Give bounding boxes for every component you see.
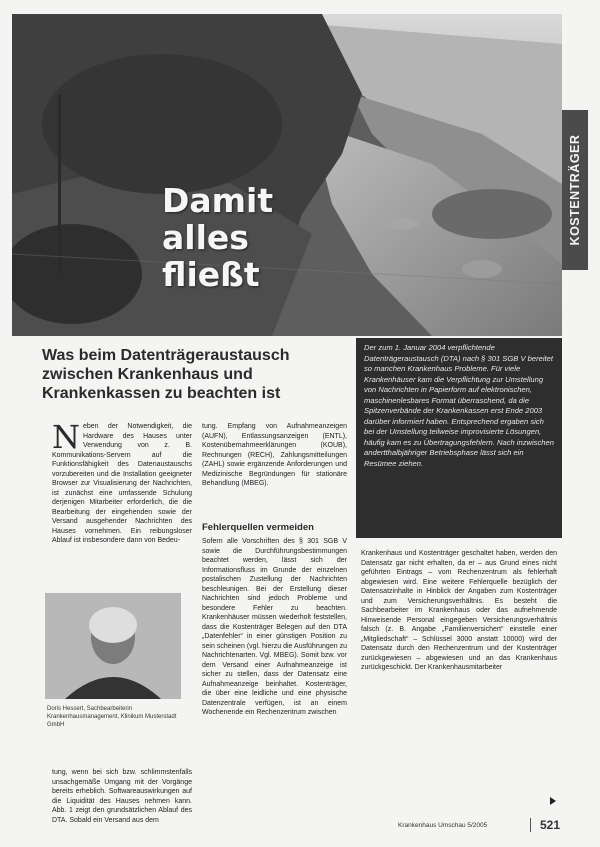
hero-photo bbox=[12, 14, 562, 336]
footer-divider bbox=[530, 818, 531, 832]
drop-cap: N bbox=[52, 418, 80, 456]
continue-arrow-icon bbox=[550, 797, 556, 805]
body-column-3 bbox=[361, 549, 557, 673]
body-text: tung. Empfang von Aufnahmeanzeigen (AUFN), Entlassungsanzeigen (ENTL), Kostenübernahmeerklärungen (KOUB), Rechnungen (RECH), Zahlungsmitteilungen (ZAHL) sowie ergänzende Anforderungen und Medizinische Begründungen für stationäre Behandlung (MBEG). bbox=[202, 423, 347, 487]
portrait-caption: Doris Hessert, Sachbearbeiterin Krankenhausmanagement, Klinikum Musterstadt GmbH bbox=[47, 706, 177, 728]
body-column-1-continued bbox=[52, 768, 192, 825]
section-subheading: Fehlerquellen vermeiden bbox=[202, 522, 314, 533]
hero-title bbox=[162, 182, 322, 293]
page-number: 521 bbox=[540, 818, 561, 832]
teaser-text: Der zum 1. Januar 2004 verpflichtende Datenträgeraustausch (DTA) nach § 301 SGB V bereitet so manchen Krankenhaus Probleme. Für viele Krankenhäuser kam die Verpflichtung zur Umstellung von Nachrichten in Papierform auf elektronischen, maschinenlesbares Format überraschend, da die Spitzenverbände der Krankenkassen erst Ende 2003 darüber informiert haben. Entsprechend ergaben sich bei der Umstellung teilweise improvisierte Lösungen, häufig kam es zu Übertragungsfehlern. Nach inzwischen andertthalbjähriger Betriebsphase lässt sich ein Resümee ziehen. bbox=[364, 343, 554, 468]
person-photo bbox=[45, 593, 181, 699]
body-column-2 bbox=[202, 422, 347, 489]
footer-journal: Krankenhaus Umschau 5/2005 bbox=[398, 822, 488, 829]
hero-title-line: Damit bbox=[162, 181, 274, 220]
body-text: eben der Notwendigkeit, die Hardware des Hauses unter Verwendung von z. B. Kommunikations-Servern auf die Funktionsfähigkeit des Datenaustauschs vorzubereiten und die Installation geeigneter Browser zur Visualisierung der Nachrichten, ist zunächst eine umfassende Schulung derjenigen Mitarbeiter erforderlich, die die Bearbeitung der eingehenden sowie der Versand ausgehender Nachrichten des Hauses vornehmen. Ein reibungsloser Ablauf ist insbesondere dann von Bedeu- bbox=[52, 423, 192, 544]
hero-title-line: fließt bbox=[162, 255, 260, 294]
body-text: Krankenhaus und Kostenträger geschaltet haben, werden den Datensatz gar nicht erhalten, da er – aus Grund eines nicht geführten Eintrags – vom Rechenzentrum als fehlerhaft abgewiesen wird. Eine weitere Fehlerquelle bezüglich der Datensatzinhalte in Hinblick der Angaben zum Kostenträger und zum Versicherungsverhältnis. Es besteht die Sachbearbeiter im Krankenhaus oder das aufnehmende Hinweisende Personal eingegeben Versicherungsverhältnis falsch (z. B. Angabe „Familienversichert“ einstelle einer „Mitgliedschaft“ – Schlüssel 3000 anstatt 10000) wird der Datensatz durch den Rechenzentrum und der Kostenträger zurückgewiesen – abgewiesen und an das Krankenhaus zurückgeschickt. Der Krankenhausmitarbeiter bbox=[361, 550, 557, 671]
body-column-2-continued bbox=[202, 537, 347, 718]
author-portrait bbox=[45, 593, 181, 699]
body-text: Sofern alle Vorschriften des § 301 SGB V sowie die Durchführungsbestimmungen beachtet werden, lässt sich der Informationsfluss im Grunde der einzelnen postalischen Zustellung der Nachrichten beschleunigen. Bei der Erstellung dieser Nachrichten sind jedoch Probleme und besondere Fehler zu beachten. Krankenhäuser müssen wiederholt feststellen, dass die Kostenträger Belegen auf den DTA „Datenfehler“ in einer günstigen Position zu sein scheinen (vgl. hierzu die Ausführungen zu Nachrichtenarten. Vgl. MBEG). Somit bzw. vor dem Versand einer Aufnahmeanzeige ist sicher zu stellen, dass der Datensatz eine Aufnahmeanzeige beinhaltet. Kostenträger, die über eine leidliche und eine physische Datenzentrale verfügen, ist an einem Wochenende ein Rechenzentrum zwischen bbox=[202, 538, 347, 716]
section-tab-label: KOSTENTRÄGER bbox=[568, 134, 582, 246]
article-headline: Was beim Datenträgeraustausch zwischen Krankenhaus und Krankenkassen zu beachten ist bbox=[42, 347, 290, 402]
hero-title-line: alles bbox=[162, 218, 249, 257]
body-column-1 bbox=[52, 418, 192, 546]
body-text: tung, wenn bei sich bzw. schlimmstenfalls unsachgemäße Umgang mit der Vorgänge bereits erheblich. Softwareauswirkungen auf die Liquidität des Hauses nehmen kann. Abb. 1 zeigt den grundsätzlichen Ablauf des DTA. Sobald ein Versand aus dem bbox=[52, 769, 192, 824]
